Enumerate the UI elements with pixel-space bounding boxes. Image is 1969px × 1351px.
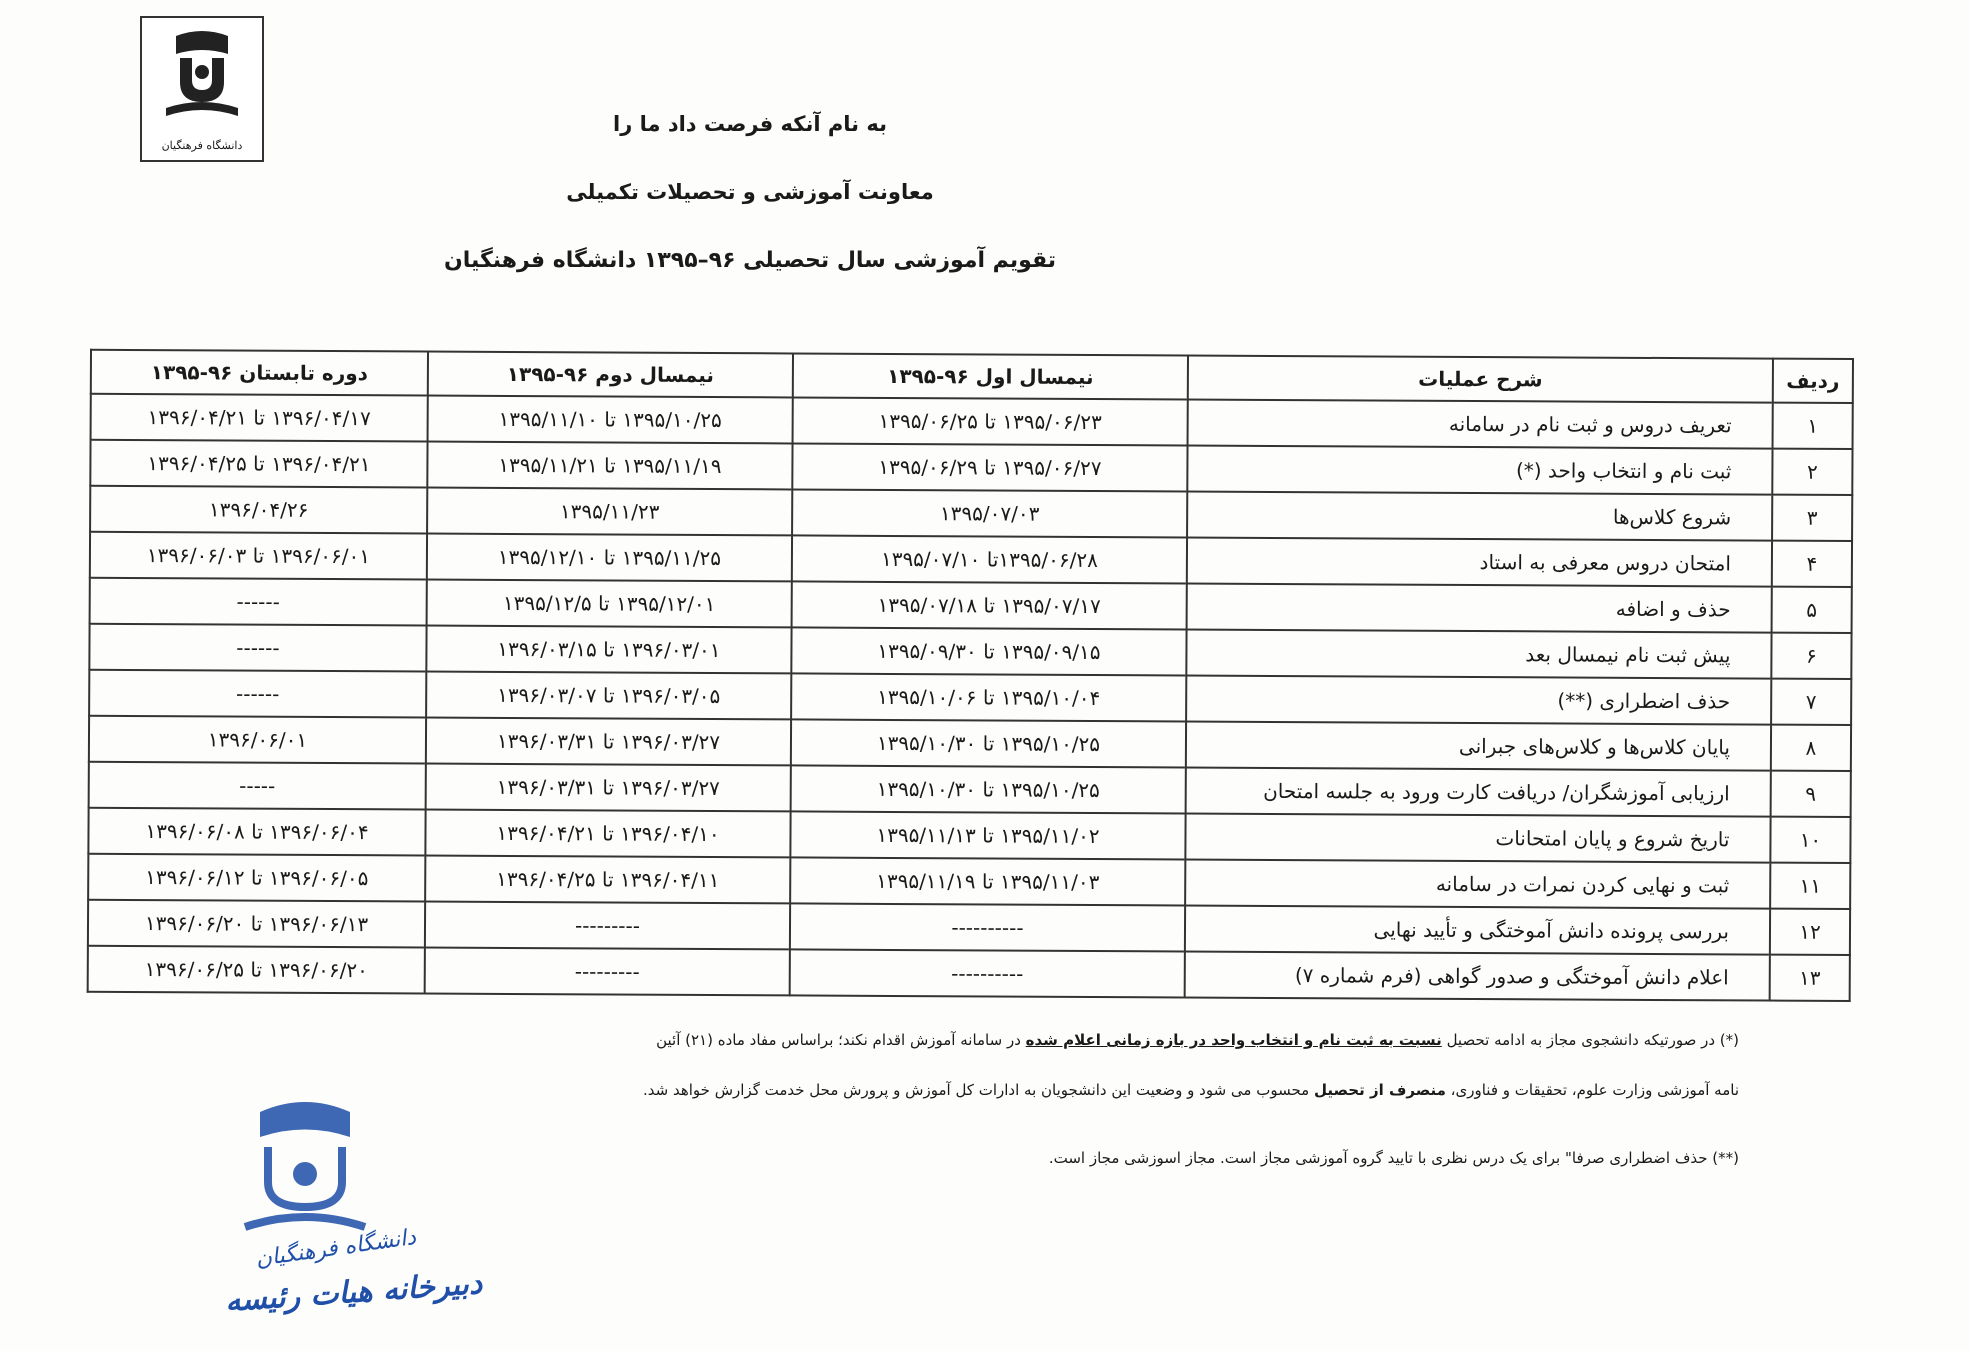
row-number: ۴ [1772, 541, 1852, 587]
first-semester-date: ۱۳۹۵/۰۷/۰۳ [792, 489, 1187, 537]
summer-term-date: ------ [90, 578, 427, 626]
stamp-board-secretariat: دبیرخانه هیات رئیسه [224, 1266, 484, 1319]
second-semester-date: ۱۳۹۶/۰۳/۰۵ تا ۱۳۹۶/۰۳/۰۷ [426, 672, 791, 720]
summer-term-date: ۱۳۹۶/۰۶/۱۳ تا ۱۳۹۶/۰۶/۲۰ [88, 900, 425, 948]
row-number: ۷ [1771, 679, 1851, 725]
summer-term-date: ------ [89, 624, 426, 672]
table-row [88, 946, 1850, 1001]
operation-description: پیش ثبت نام نیمسال بعد [1186, 630, 1771, 679]
row-number: ۹ [1771, 771, 1851, 817]
note1-text: (*) در صورتیکه دانشجوی مجاز به ادامه تحصیل [1441, 1031, 1739, 1049]
note1-emphasis: نسبت به ثبت نام و انتخاب واحد در بازه زمانی اعلام شده [1025, 1031, 1442, 1049]
col-second-semester-header: نیمسال دوم ۹۶-۱۳۹۵ [428, 352, 793, 398]
second-semester-date: ۱۳۹۵/۱۱/۲۵ تا ۱۳۹۵/۱۲/۱۰ [427, 534, 792, 582]
summer-term-date: ۱۳۹۶/۰۶/۲۰ تا ۱۳۹۶/۰۶/۲۵ [88, 946, 425, 994]
first-semester-date: ۱۳۹۵/۰۹/۱۵ تا ۱۳۹۵/۰۹/۳۰ [791, 627, 1186, 675]
row-number: ۱۳ [1770, 955, 1850, 1001]
second-semester-date: ۱۳۹۶/۰۴/۱۰ تا ۱۳۹۶/۰۴/۲۱ [425, 810, 790, 858]
invocation-heading: به نام آنکه فرصت داد ما را [613, 112, 887, 136]
operation-description: ثبت و نهایی کردن نمرات در سامانه [1185, 860, 1770, 909]
row-number: ۱ [1773, 403, 1853, 449]
university-logo [140, 16, 264, 162]
note2-text-end: محسوب می شود و وضعیت این دانشجویان به ادارات کل آموزش و پرورش محل خدمت گزارش خواهد شد. [643, 1081, 1314, 1099]
operation-description: امتحان دروس معرفی به استاد [1187, 538, 1772, 587]
second-semester-date: ۱۳۹۶/۰۳/۰۱ تا ۱۳۹۶/۰۳/۱۵ [426, 626, 791, 674]
col-row-number-header: ردیف [1773, 359, 1853, 403]
row-number: ۸ [1771, 725, 1851, 771]
summer-term-date: ------ [89, 670, 426, 718]
operation-description: تاریخ شروع و پایان امتحانات [1185, 814, 1770, 863]
note2-emphasis: منصرف از تحصیل [1313, 1081, 1446, 1099]
second-semester-date: ۱۳۹۶/۰۳/۲۷ تا ۱۳۹۶/۰۳/۳۱ [426, 764, 791, 812]
row-number: ۱۱ [1770, 863, 1850, 909]
first-semester-date: ۱۳۹۵/۱۰/۰۴ تا ۱۳۹۵/۱۰/۰۶ [791, 673, 1186, 721]
first-semester-date: ۱۳۹۵/۱۰/۲۵ تا ۱۳۹۵/۱۰/۳۰ [791, 765, 1186, 813]
second-semester-date: --------- [425, 902, 790, 950]
note-registration [189, 1030, 1739, 1051]
operation-description: تعریف دروس و ثبت نام در سامانه [1188, 400, 1773, 449]
second-semester-date: ۱۳۹۶/۰۳/۲۷ تا ۱۳۹۶/۰۳/۳۱ [426, 718, 791, 766]
row-number: ۲ [1772, 449, 1852, 495]
summer-term-date: ----- [89, 762, 426, 810]
row-number: ۱۰ [1770, 817, 1850, 863]
row-number: ۳ [1772, 495, 1852, 541]
operation-description: ثبت نام و انتخاب واحد (*) [1187, 446, 1772, 495]
note-emergency-drop: (**) حذف اضطراری صرفا" برای یک درس نظری با تایید گروه آموزشی مجاز است. مجاز اسوزشی مجاز است. [1048, 1149, 1739, 1167]
first-semester-date: ۱۳۹۵/۰۶/۲۷ تا ۱۳۹۵/۰۶/۲۹ [792, 443, 1187, 491]
summer-term-date: ۱۳۹۶/۰۶/۰۵ تا ۱۳۹۶/۰۶/۱۲ [88, 854, 425, 902]
summer-term-date: ۱۳۹۶/۰۶/۰۱ تا ۱۳۹۶/۰۶/۰۳ [90, 532, 427, 580]
col-operation-header: شرح عملیات [1188, 356, 1773, 403]
first-semester-date: ۱۳۹۵/۱۰/۲۵ تا ۱۳۹۵/۱۰/۳۰ [791, 719, 1186, 767]
first-semester-date: ۱۳۹۵/۰۶/۲۸تا ۱۳۹۵/۰۷/۱۰ [792, 535, 1187, 583]
logo-caption: دانشگاه فرهنگیان [161, 139, 243, 152]
summer-term-date: ۱۳۹۶/۰۴/۱۷ تا ۱۳۹۶/۰۴/۲۱ [91, 394, 428, 442]
first-semester-date: ---------- [790, 949, 1185, 997]
department-heading: معاونت آموزشی و تحصیلات تکمیلی [566, 180, 934, 204]
summer-term-date: ۱۳۹۶/۰۶/۰۱ [89, 716, 426, 764]
note-withdrawal [189, 1080, 1739, 1101]
second-semester-date: --------- [425, 948, 790, 996]
operation-description: حذف و اضافه [1187, 584, 1772, 633]
first-semester-date: ۱۳۹۵/۱۱/۰۳ تا ۱۳۹۵/۱۱/۱۹ [790, 857, 1185, 905]
summer-term-date: ۱۳۹۶/۰۶/۰۴ تا ۱۳۹۶/۰۶/۰۸ [88, 808, 425, 856]
stamp-university-name: دانشگاه فرهنگیان [254, 1224, 418, 1273]
document-title: تقویم آموزشی سال تحصیلی ۹۶–۱۳۹۵ دانشگاه فرهنگیان [443, 248, 1057, 273]
second-semester-date: ۱۳۹۵/۱۰/۲۵ تا ۱۳۹۵/۱۱/۱۰ [428, 396, 793, 444]
note2-text: نامه آموزشی وزارت علوم، تحقیقات و فناوری، [1445, 1081, 1739, 1099]
operation-description: حذف اضطراری (**) [1186, 676, 1771, 725]
row-number: ۵ [1772, 587, 1852, 633]
col-summer-term-header: دوره تابستان ۹۶-۱۳۹۵ [91, 350, 428, 396]
first-semester-date: ۱۳۹۵/۰۶/۲۳ تا ۱۳۹۵/۰۶/۲۵ [793, 397, 1188, 445]
row-number: ۶ [1771, 633, 1851, 679]
operation-description: پایان کلاس‌ها و کلاس‌های جبرانی [1186, 722, 1771, 771]
operation-description: اعلام دانش آموختگی و صدور گواهی (فرم شماره ۷) [1185, 952, 1770, 1001]
summer-term-date: ۱۳۹۶/۰۴/۲۱ تا ۱۳۹۶/۰۴/۲۵ [90, 440, 427, 488]
operation-description: شروع کلاس‌ها [1187, 492, 1772, 541]
operation-description: ارزیابی آموزشگران/ دریافت کارت ورود به جلسه امتحان [1186, 768, 1771, 817]
official-stamp-icon [220, 1082, 390, 1252]
second-semester-date: ۱۳۹۵/۱۲/۰۱ تا ۱۳۹۵/۱۲/۵ [427, 580, 792, 628]
first-semester-date: ۱۳۹۵/۱۱/۰۲ تا ۱۳۹۵/۱۱/۱۳ [790, 811, 1185, 859]
academic-calendar-table [87, 349, 1854, 1002]
first-semester-date: ۱۳۹۵/۰۷/۱۷ تا ۱۳۹۵/۰۷/۱۸ [792, 581, 1187, 629]
second-semester-date: ۱۳۹۶/۰۴/۱۱ تا ۱۳۹۶/۰۴/۲۵ [425, 856, 790, 904]
col-first-semester-header: نیمسال اول ۹۶-۱۳۹۵ [793, 353, 1188, 399]
second-semester-date: ۱۳۹۵/۱۱/۱۹ تا ۱۳۹۵/۱۱/۲۱ [427, 442, 792, 490]
summer-term-date: ۱۳۹۶/۰۴/۲۶ [90, 486, 427, 534]
first-semester-date: ---------- [790, 903, 1185, 951]
operation-description: بررسی پرونده دانش آموختگی و تأیید نهایی [1185, 906, 1770, 955]
note1-text-end: در سامانه آموزش اقدام نکند؛ براساس مفاد ماده (۲۱) آئین [656, 1031, 1026, 1049]
second-semester-date: ۱۳۹۵/۱۱/۲۳ [427, 488, 792, 536]
row-number: ۱۲ [1770, 909, 1850, 955]
